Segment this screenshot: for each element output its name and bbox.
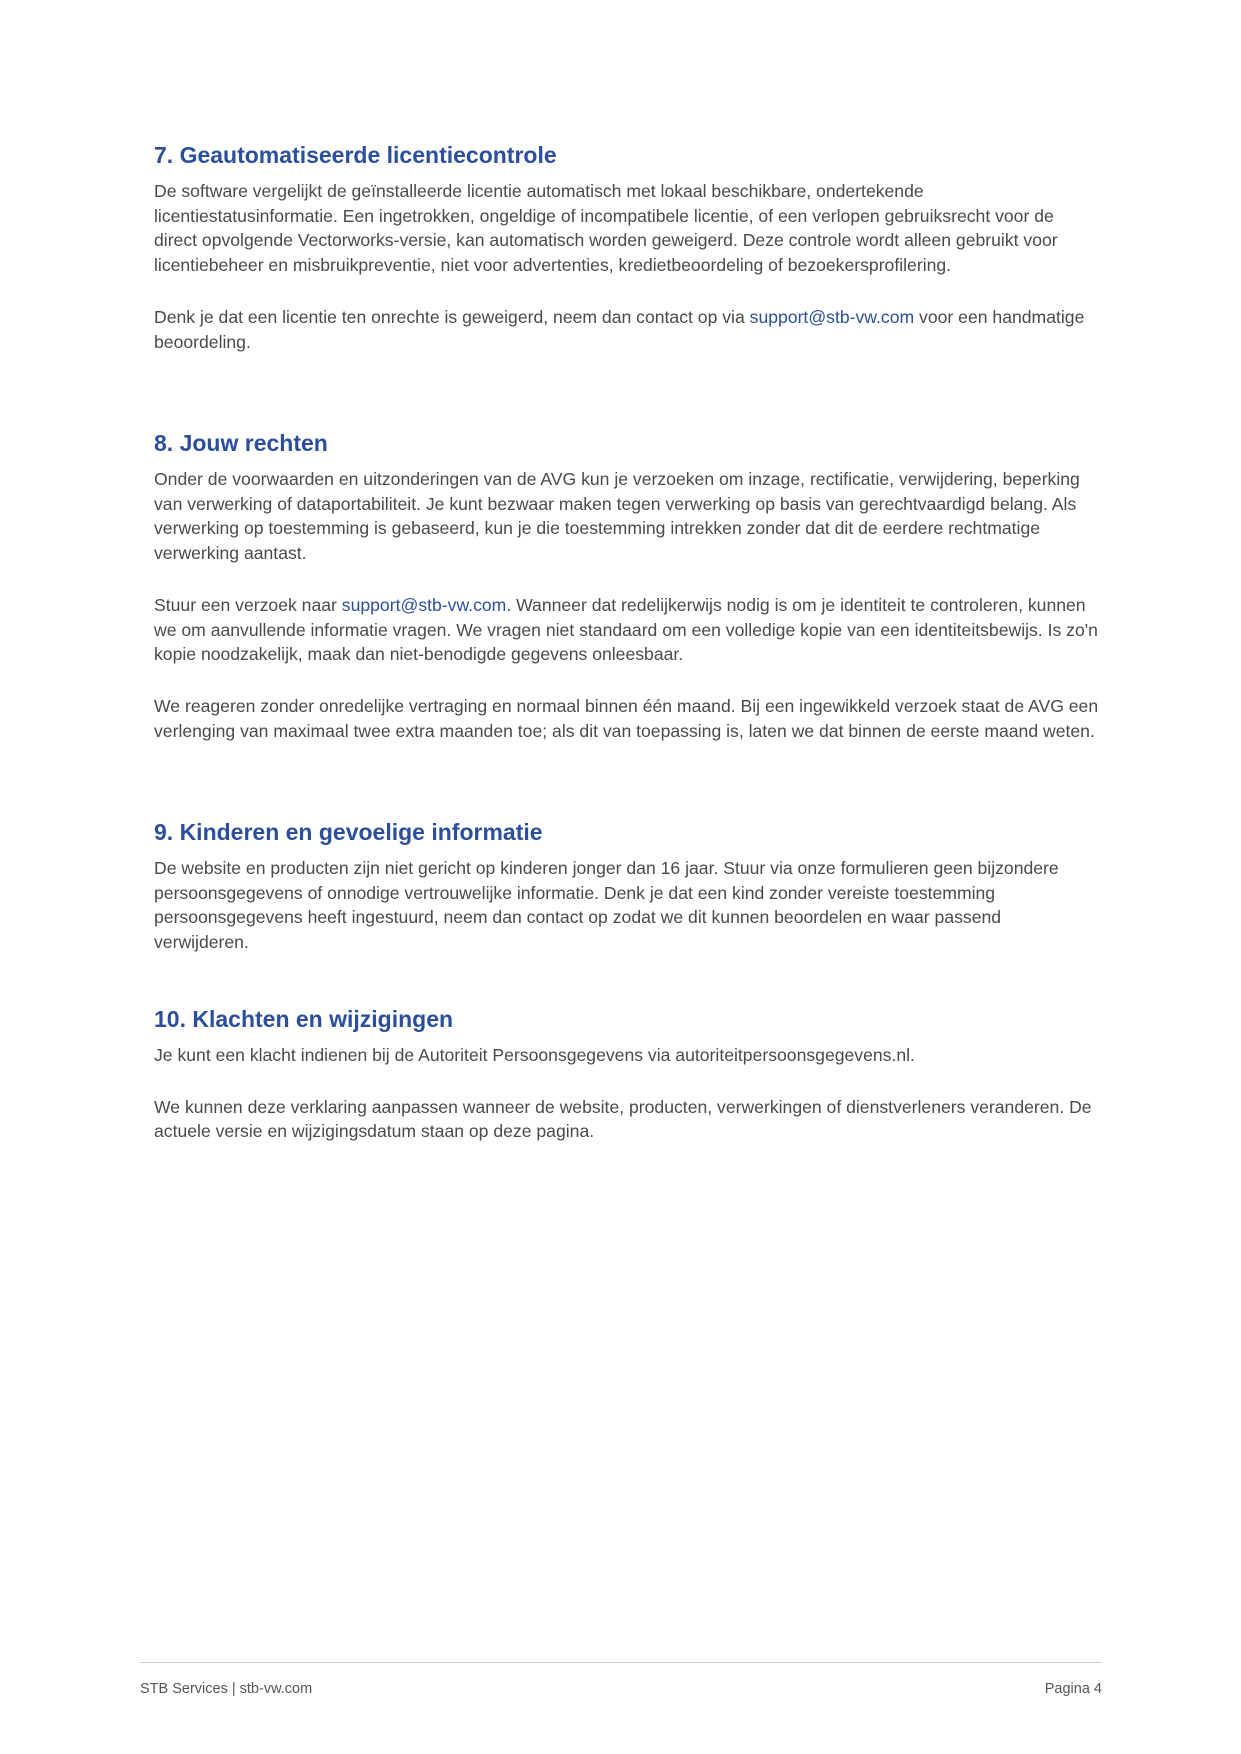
footer-company: STB Services | stb-vw.com: [140, 1681, 313, 1697]
section-paragraph: [154, 593, 1100, 667]
footer-page-number: Pagina 4: [1044, 1681, 1102, 1697]
section-licentiecontrole: [154, 141, 1100, 354]
section-kinderen: [154, 818, 1100, 955]
paragraph-text: Denk je dat een licentie ten onrechte is geweigerd, neem dan contact op via: [154, 306, 750, 327]
section-paragraph: De software vergelijkt de geïnstalleerde licentie automatisch met lokaal beschikbare, ondertekende licentiestatusinformatie. Een ingetrokken, ongeldige of incompatibele licentie, of een verlopen gebruiksrecht voor de direct opvolgende Vectorworks-versie, kan automatisch worden geweigerd. Deze controle wordt alleen gebruikt voor licentiebeheer en misbruikpreventie, niet voor advertenties, kredietbeoordeling of bezoekersprofilering.: [154, 181, 1058, 276]
section-heading: 8. Jouw rechten: [154, 430, 328, 456]
section-jouw-rechten: [154, 429, 1100, 743]
section-paragraph: We kunnen deze verklaring aanpassen wanneer de website, producten, verwerkingen of dienstverleners veranderen. De actuele versie en wijzigingsdatum staan op deze pagina.: [154, 1096, 1092, 1142]
section-paragraph: Onder de voorwaarden en uitzonderingen van de AVG kun je verzoeken om inzage, rectificatie, verwijdering, beperking van verwerking of dataportabiliteit. Je kunt bezwaar maken tegen verwerking op basis van gerechtvaardigd belang. Als verwerking op toestemming is gebaseerd, kun je die toestemming intrekken zonder dat dit de eerdere rechtmatige verwerking aantast.: [154, 469, 1080, 564]
section-paragraph: We reageren zonder onredelijke vertraging en normaal binnen één maand. Bij een ingewikkeld verzoek staat de AVG een verlenging van maximaal twee extra maanden toe; als dit van toepassing is, laten we dat binnen de eerste maand weten.: [154, 695, 1099, 741]
footer-divider: [140, 1662, 1102, 1663]
section-heading: 10. Klachten en wijzigingen: [154, 1006, 454, 1032]
paragraph-text: voor een handmatige beoordeling.: [154, 306, 1085, 352]
support-email-link[interactable]: support@stb-vw.com: [341, 594, 507, 615]
paragraph-text: Stuur een verzoek naar: [154, 594, 342, 615]
section-paragraph: De website en producten zijn niet gericht op kinderen jonger dan 16 jaar. Stuur via onze formulieren geen bijzondere persoonsgegevens of onnodige vertrouwelijke informatie. Denk je dat een kind zonder vereiste toestemming persoonsgegevens heeft ingestuurd, neem dan contact op zodat we dit kunnen beoordelen en waar passend verwijderen.: [154, 858, 1059, 953]
support-email-link[interactable]: support@stb-vw.com: [749, 306, 915, 327]
section-klachten: [154, 1005, 1100, 1144]
section-paragraph: Je kunt een klacht indienen bij de Autoriteit Persoonsgegevens via autoriteitpersoonsgegevens.nl.: [154, 1045, 915, 1065]
section-paragraph: [154, 305, 1100, 354]
section-heading: 9. Kinderen en gevoelige informatie: [154, 819, 543, 845]
paragraph-text: . Wanneer dat redelijkerwijs nodig is om je identiteit te controleren, kunnen we om aanvullende informatie vragen. We vragen niet standaard om een volledige kopie van een identiteitsbewijs. Is zo'n kopie noodzakelijk, maak dan niet-benodigde gegevens onleesbaar.: [154, 594, 1098, 665]
section-heading: 7. Geautomatiseerde licentiecontrole: [154, 142, 557, 168]
